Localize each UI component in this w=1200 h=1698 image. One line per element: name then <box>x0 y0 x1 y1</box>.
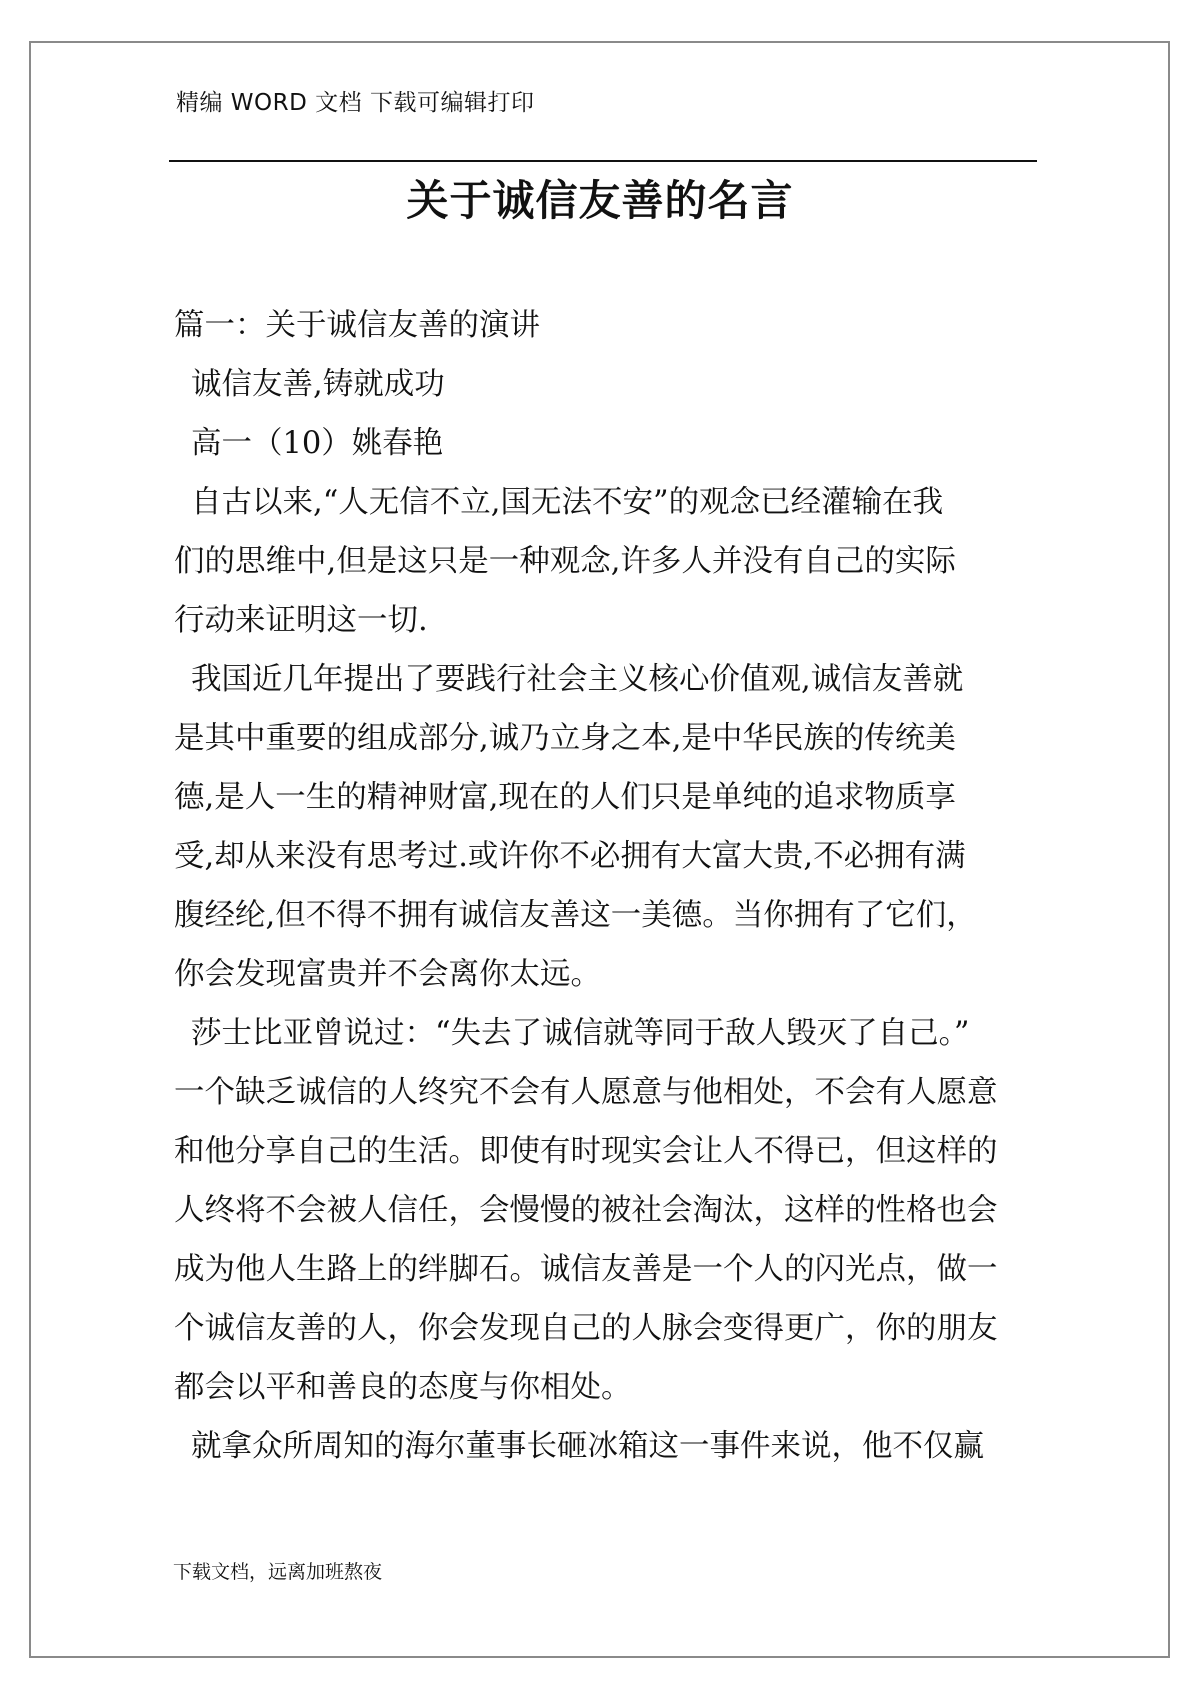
paragraph-line: 行动来证明这一切. <box>174 603 428 638</box>
paragraph-line: 腹经纶,但不得不拥有诚信友善这一美德。当你拥有了它们， <box>174 898 977 933</box>
paragraph-line: 你会发现富贵并不会离你太远。 <box>174 957 601 992</box>
paragraph-line: 自古以来,“人无信不立,国无法不安”的观念已经灌输在我 <box>191 485 944 520</box>
document-title: 关于诚信友善的名言 <box>406 176 794 225</box>
section-heading: 篇一：关于诚信友善的演讲 <box>174 308 540 343</box>
paragraph-line: 是其中重要的组成部分,诚乃立身之本,是中华民族的传统美 <box>174 721 956 756</box>
paragraph-line: 受,却从来没有思考过.或许你不必拥有大富大贵,不必拥有满 <box>174 839 966 874</box>
page-footer: 下载文档，远离加班熬夜 <box>173 1561 383 1583</box>
paragraph-line: 人终将不会被人信任，会慢慢的被社会淘汰，这样的性格也会 <box>174 1193 998 1228</box>
document-body <box>174 296 1040 1476</box>
paragraph-line: 我国近几年提出了要践行社会主义核心价值观,诚信友善就 <box>191 662 964 697</box>
paragraph-line: 个诚信友善的人，你会发现自己的人脉会变得更广，你的朋友 <box>174 1311 998 1346</box>
paragraph-line: 和他分享自己的生活。即使有时现实会让人不得已，但这样的 <box>174 1134 998 1169</box>
paragraph-line: 成为他人生路上的绊脚石。诚信友善是一个人的闪光点，做一 <box>174 1252 998 1287</box>
paragraph-line: 一个缺乏诚信的人终究不会有人愿意与他相处，不会有人愿意 <box>174 1075 998 1110</box>
paragraph-line: 们的思维中,但是这只是一种观念,许多人并没有自己的实际 <box>174 544 956 579</box>
header-divider <box>169 160 1037 162</box>
page-header: 精编 WORD 文档 下载可编辑打印 <box>176 90 535 116</box>
paragraph-line: 就拿众所周知的海尔董事长砸冰箱这一事件来说，他不仅赢 <box>191 1429 984 1464</box>
paragraph-line: 德,是人一生的精神财富,现在的人们只是单纯的追求物质享 <box>174 780 956 815</box>
paragraph-line: 莎士比亚曾说过：“失去了诚信就等同于敌人毁灭了自己。” <box>191 1016 970 1051</box>
author-line: 高一（10）姚春艳 <box>191 426 444 461</box>
paragraph-line: 都会以平和善良的态度与你相处。 <box>174 1370 632 1405</box>
speech-title: 诚信友善,铸就成功 <box>191 367 445 402</box>
